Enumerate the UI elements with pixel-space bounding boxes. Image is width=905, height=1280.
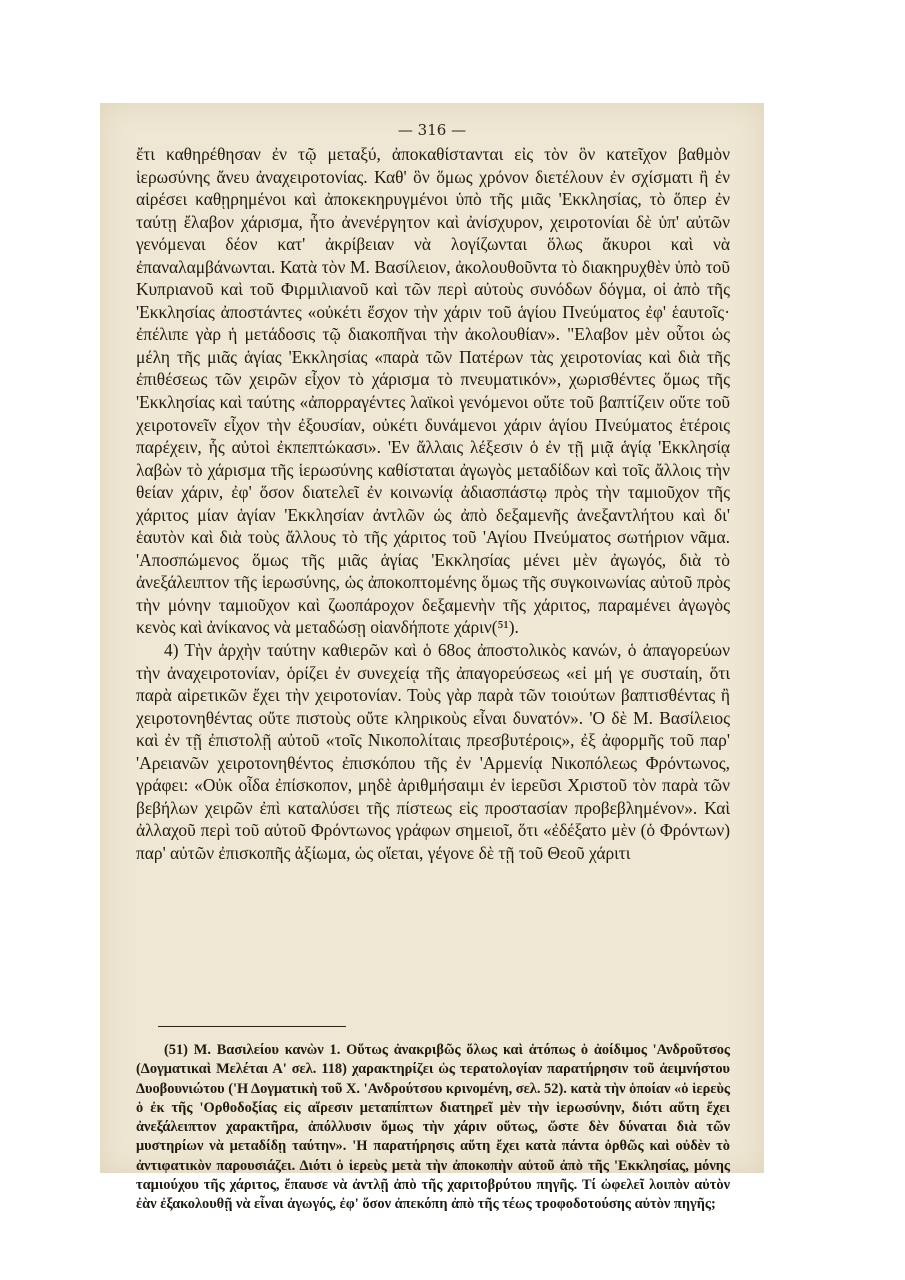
footnote-divider	[158, 1026, 346, 1027]
paragraph: ἔτι καθηρέθησαν ἐν τῷ μεταξύ, ἀποκαθίστανται εἰς τὸν ὃν κατεῖχον βαθμὸν ἱερωσύνης ἄνευ ἀναχειροτονίας. Καθ' ὃν ὅμως χρόνον διετέλουν ἐν σχίσματι ἢ ἐν αἱρέσει καθῃρημένοι καὶ ἀποκεκηρυγμένοι ὑπὸ τῆς μιᾶς 'Εκκλησίας, τὸ ὅπερ ἐν ταύτῃ ἔλαβον χάρισμα, ἦτο ἀνενέργητον καὶ ἀνίσχυρον, χειροτονίαι δὲ ὑπ' αὐτῶν γενόμεναι δέον κατ' ἀκρίβειαν νὰ λογίζωνται ὅλως ἄκυροι καὶ νὰ ἐπαναλαμβάνωνται. Κατὰ τὸν Μ. Βασίλειον, ἀκολουθοῦντα τὸ διακηρυχθὲν ὑπὸ τοῦ Κυπριανοῦ καὶ τοῦ Φιρμιλιανοῦ καὶ τῶν περὶ αὐτοὺς συνόδων δόγμα, οἱ ἀπὸ τῆς 'Εκκλησίας ἀποστάντες «οὐκέτι ἔσχον τὴν χάριν τοῦ ἁγίου Πνεύματος ἐφ' ἑαυτοῖς· ἐπέλιπε γὰρ ἡ μετάδοσις τῷ διακοπῆναι τὴν ἀκολουθίαν». "Ελαβον μὲν οὗτοι ὡς μέλη τῆς μιᾶς ἁγίας 'Εκκλησίας «παρὰ τῶν Πατέρων τὰς χειροτονίας καὶ διὰ τῆς ἐπιθέσεως τῶν χειρῶν εἶχον τὸ χάρισμα τὸ πνευματικόν», χωρισθέντες ὅμως τῆς 'Εκκλησίας καὶ ταύτης «ἀπορραγέντες λαϊκοὶ γενόμενοι οὔτε τοῦ βαπτίζειν οὔτε τοῦ χειροτονεῖν εἶχον τὴν ἐξουσίαν, οὐκέτι δυνάμενοι χάριν ἁγίου Πνεύματος ἑτέροις παρέχειν, ἧς αὐτοὶ ἐκπεπτώκασι». 'Εν ἄλλαις λέξεσιν ὁ ἐν τῇ μιᾷ ἁγίᾳ 'Εκκλησίᾳ λαβὼν τὸ χάρισμα τῆς ἱερωσύνης καθίσταται ἀγωγὸς μεταδίδων καὶ τοῖς ἄλλοις τὴν θείαν χάριν, ἐφ' ὅσον διατελεῖ ἐν κοινωνίᾳ ἀδιασπάστῳ πρὸς τὴν ταμιοῦχον τῆς χάριτος μίαν ἁγίαν 'Εκκλησίαν ἀντλῶν ὡς ἀπὸ δεξαμενῆς ἀνεξαντλήτου καὶ δι' ἑαυτὸν καὶ διὰ τοὺς ἄλλους τὸ τῆς χάριτος τοῦ 'Αγίου Πνεύματος σωτήριον νᾶμα. 'Αποσπώμενος ὅμως τῆς μιᾶς ἁγίας 'Εκκλησίας μένει μὲν ἀγωγός, διὰ τὸ ἀνεξάλειπτον τῆς ἱερωσύνης, ὡς ἀποκοπτομένης ὅμως τῆς συγκοινωνίας αὐτοῦ πρὸς τὴν μόνην ταμιοῦχον καὶ ζωοπάροχον δεξαμενὴν τῆς χάριτος, παραμένει ἀγωγὸς κενὸς καὶ ἀνίκανος νὰ μεταδώσῃ οἱανδήποτε χάριν(⁵¹).	[136, 144, 730, 638]
footnote: (51) Μ. Βασιλείου κανὼν 1. Οὕτως ἀνακριβῶς ὅλως καὶ ἀτόπως ὁ ἀοίδιμος 'Ανδροῦτσος (Δογματικαὶ Μελέται Α' σελ. 118) χαρακτηρίζει ὡς τερατολογίαν παρατήρησιν τοῦ ἀειμνήστου Δυοβουνιώτου ('Η Δογματικὴ τοῦ Χ. 'Ανδρούτσου κρινομένη, σελ. 52). κατὰ τὴν ὁποίαν «ὁ ἱερεὺς ὁ ἐκ τῆς 'Ορθοδοξίας εἰς αἵρεσιν μεταπίπτων διατηρεῖ μὲν τὴν ἱερωσύνην, διότι αὕτη ἔχει ἀνεξάλειπτον χαρακτῆρα, ἀπόλλυσιν ὅμως τὴν χάριν οὕτως, ὥστε δὲν δύναται διὰ τῶν μυστηρίων νὰ μεταδίδῃ ταύτην». 'Η παρατήρησις αὕτη ἔχει κατὰ πάντα ὀρθῶς καὶ οὐδὲν τὸ ἀντιφατικὸν παρουσιάζει. Διότι ὁ ἱερεὺς μετὰ τὴν ἀποκοπὴν αὐτοῦ ἀπὸ τῆς 'Εκκλησίας, μόνης ταμιούχου τῆς χάριτος, ἔπαυσε νὰ ἀντλῇ ἀπὸ τῆς χαριτοβρύτου πηγῆς. Τί ὠφελεῖ λοιπὸν αὐτὸν ἐὰν ἐξακολουθῇ νὰ εἶναι ἀγωγός, ἐφ' ὅσον ἀπεκόπη ἀπὸ τῆς τέως τροφοδοτούσης αὐτὸν πηγῆς;	[136, 1042, 730, 1213]
book-page	[100, 103, 764, 1213]
paragraph: 4) Τὴν ἀρχὴν ταύτην καθιερῶν καὶ ὁ 68ος ἀποστολικὸς κανών, ὁ ἀπαγορεύων τὴν ἀναχειροτονίαν, ὁρίζει ἐν συνεχείᾳ τῆς ἀπαγορεύσεως «εἰ μή γε συσταίη, ὅτι παρὰ αἱρετικῶν ἔχει τὴν χειροτονίαν. Τοὺς γὰρ παρὰ τῶν τοιούτων βαπτισθέντας ἢ χειροτονηθέντας οὔτε πιστοὺς οὔτε κληρικοὺς εἶναι δυνατόν». 'Ο δὲ Μ. Βασίλειος καὶ ἐν τῇ ἐπιστολῇ αὐτοῦ «τοῖς Νικοπολίταις πρεσβυτέροις», ἐξ ἀφορμῆς τοῦ παρ' 'Αρειανῶν χειροτονηθέντος ἐπισκόπου τῆς ἐν 'Αρμενίᾳ Νικοπόλεως Φρόντωνος, γράφει: «Οὐκ οἶδα ἐπίσκοπον, μηδὲ ἀριθμήσαιμι ἐν ἱερεῦσι Χριστοῦ τὸν παρὰ τῶν βεβήλων χειρῶν ἐπὶ καταλύσει τῆς πίστεως εἰς προστασίαν προβεβλημένον». Καὶ ἀλλαχοῦ περὶ τοῦ αὐτοῦ Φρόντωνος γράφων σημειοῖ, ὅτι «ἐδέξατο μὲν (ὁ Φρόντων) παρ' αὐτῶν ἐπισκοπῆς ἀξίωμα, ὡς οἴεται, γέγονε δὲ τῇ τοῦ Θεοῦ χάριτι	[136, 640, 730, 863]
page-number: — 316 —	[397, 121, 467, 139]
body-text	[136, 143, 730, 865]
